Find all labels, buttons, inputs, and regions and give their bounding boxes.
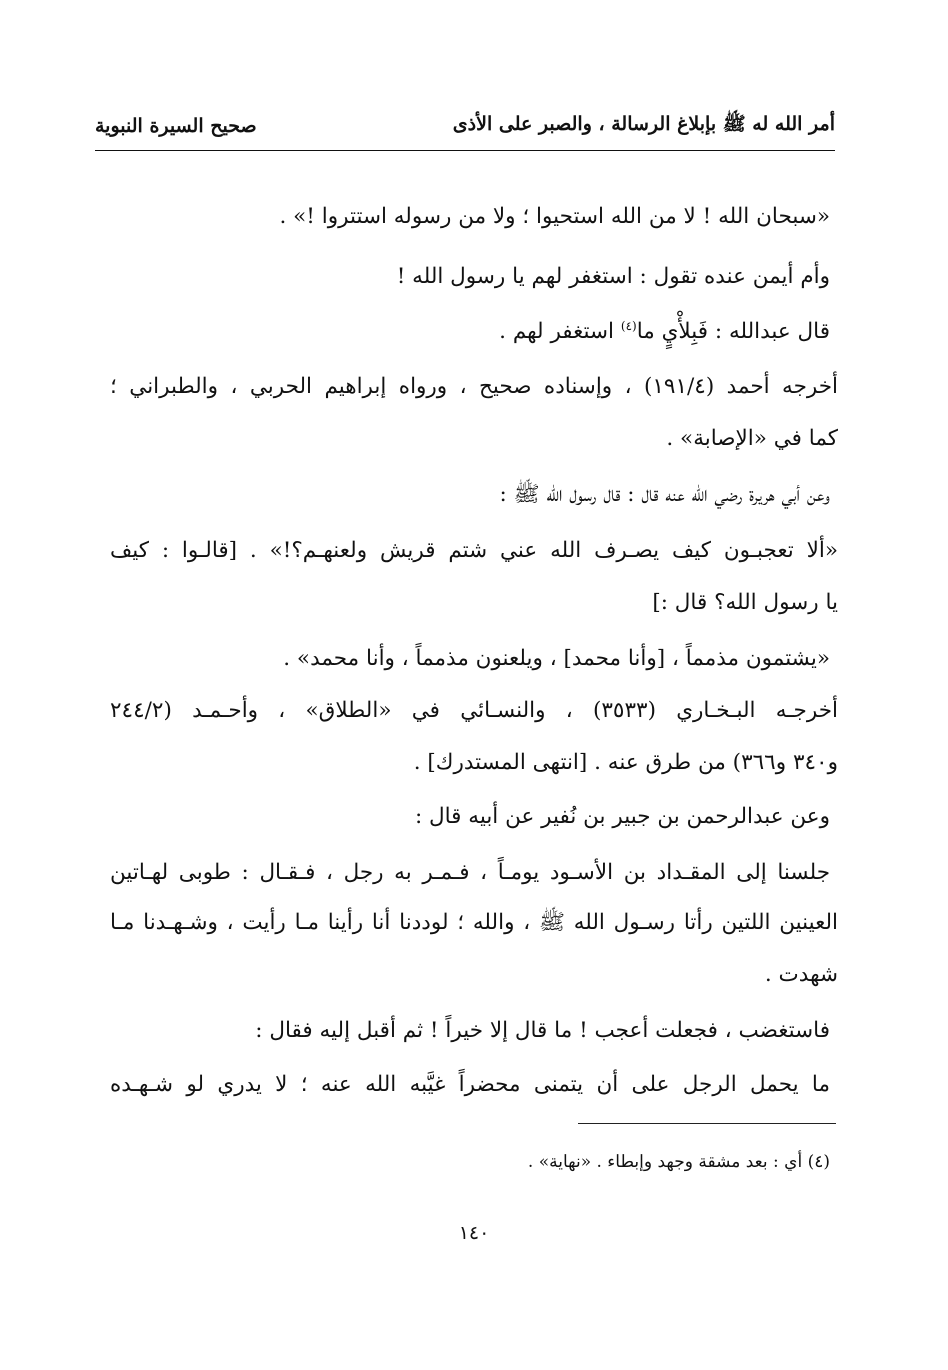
footnote-marker: (٤) xyxy=(620,319,637,333)
text-line: «سبحان الله ! لا من الله استحيوا ؛ ولا من رسوله استتروا !» . xyxy=(279,204,830,229)
text-line: و٣٤٠ و٣٦٦) من طرق عنه . [انتهى المستدرك] . xyxy=(413,750,838,775)
text-segment: استغفر لهم . xyxy=(499,319,615,345)
text-line: كما في «الإصابة» . xyxy=(666,426,838,451)
book-title: صحيح السيرة النبوية xyxy=(95,115,257,137)
text-line: أخرجـه البـخـاري (٣٥٣٣) ، والنسـائي في «الطلاق» ، وأحـمـد (٢٤٤/٢ xyxy=(110,698,838,723)
footnote-rule xyxy=(578,1123,836,1124)
text-line: أخرجه أحمد (١٩١/٤) ، وإسناده صحيح ، ورواه إبراهيم الحربي ، والطبراني ؛ xyxy=(110,374,838,399)
running-header xyxy=(95,106,835,146)
footnote: (٤) أي : بعد مشقة وجهد وإبطاء . «نهاية» . xyxy=(527,1152,830,1172)
text-line: ما يحمل الرجل على أن يتمنى محضراً غيَّبه الله عنه ؛ لا يدري لو شـهـده xyxy=(110,1072,830,1097)
text-line: جلسنا إلى المقـداد بن الأسـود يومـاً ، فـمـر به رجل ، فـقـال : طوبى لهـاتين xyxy=(110,860,830,885)
text-line: فاستغضب ، فجعلت أعجب ! ما قال إلا خيراً ! ثم أقبل إليه فقال : xyxy=(255,1018,830,1043)
text-line: «ألا تعجبـون كيف يصـرف الله عني شتم قريش ولعنهـم؟!» . [قالـوا : كيف xyxy=(110,538,838,563)
header-rule xyxy=(95,150,835,151)
page-number: ١٤٠ xyxy=(458,1222,490,1244)
text-line: العينين اللتين رأتا رسـول الله ﷺ ، والله ؛ لوددنا أنا رأينا مـا رأيت ، وشـهـدنا مـا xyxy=(110,910,838,935)
text-line: يا رسول الله؟ قال :] xyxy=(652,590,838,615)
text-line: وعن عبدالرحمن بن جبير بن نُفير عن أبيه قال : xyxy=(414,804,830,829)
text-line: وأم أيمن عنده تقول : استغفر لهم يا رسول الله ! xyxy=(396,264,830,289)
text-segment: قال عبدالله : فَبِلأْيٍ ما xyxy=(636,319,830,345)
text-line: «يشتمون مذمماً ، [وأنا محمد] ، ويلعنون مذمماً ، وأنا محمد» . xyxy=(283,646,830,671)
chapter-title: أمر الله له ﷺ بإبلاغ الرسالة ، والصبر على الأذى xyxy=(452,113,835,135)
text-line: شهدت . xyxy=(764,962,838,987)
text-line xyxy=(499,320,830,343)
text-line: وعن أبي هريرة رضي الله عنه قال : قال رسول الله ﷺ : xyxy=(499,482,830,507)
